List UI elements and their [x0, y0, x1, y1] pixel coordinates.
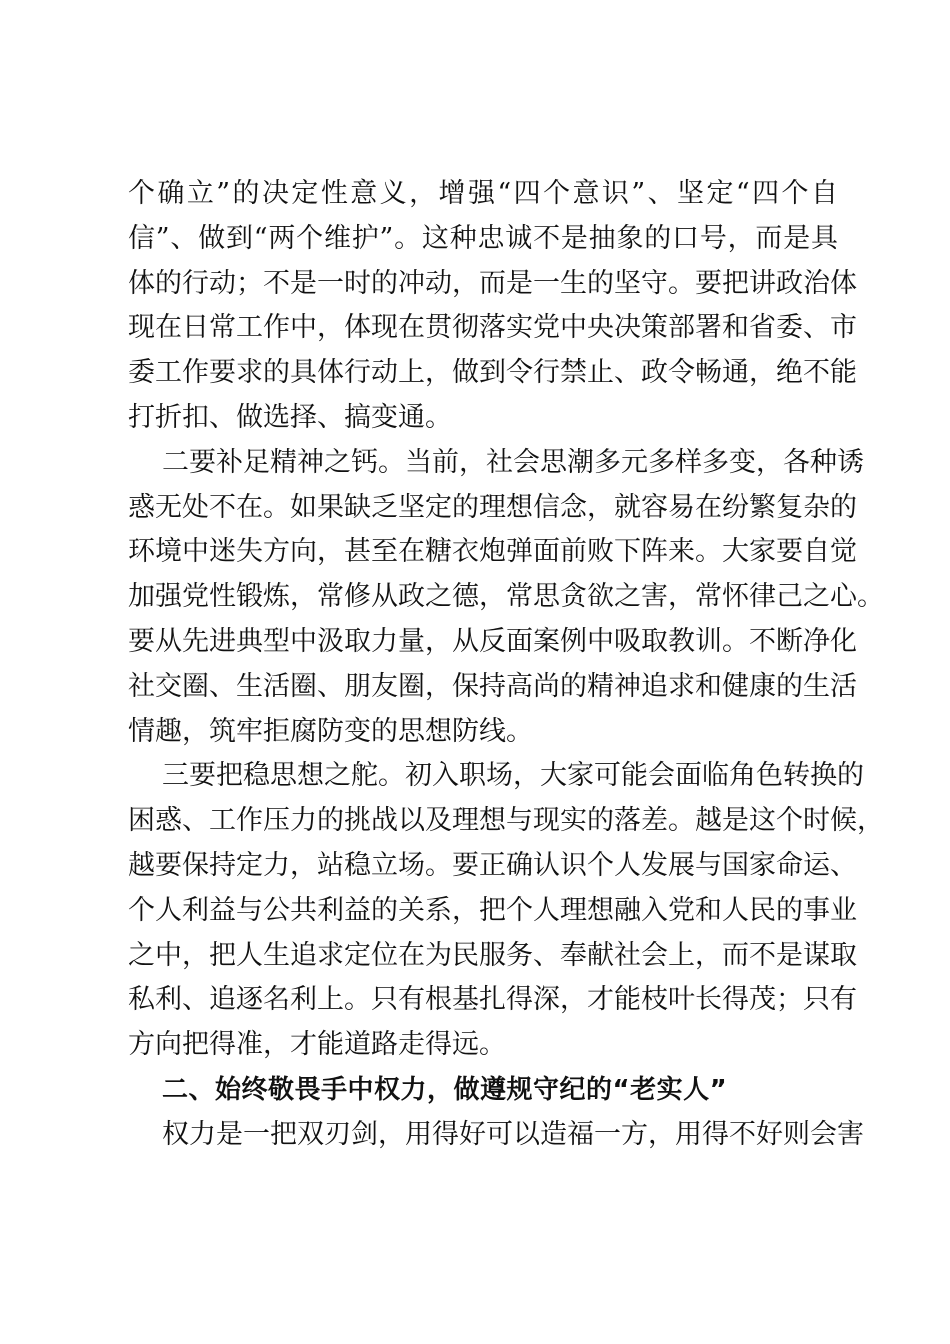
paragraph-loyalty-continued: [128, 172, 857, 441]
text-line: 体的行动；不是一时的冲动，而是一生的坚守。要把讲政治体: [128, 267, 857, 299]
text-line: 加强党性锻炼，常修从政之德，常思贪欲之害，常怀律己之心。: [128, 581, 884, 613]
paragraph-thought-rudder: [128, 754, 884, 1068]
document-body: [128, 172, 884, 1158]
text-line: 委工作要求的具体行动上，做到令行禁止、政令畅通，绝不能: [128, 357, 857, 389]
text-line: 打折扣、做选择、搞变通。: [128, 401, 452, 433]
text-line: 要从先进典型中汲取力量，从反面案例中吸取教训。不断净化: [128, 625, 857, 657]
text-line: 方向把得准，才能道路走得远。: [128, 1029, 506, 1061]
text-line: 三要把稳思想之舵。初入职场，大家可能会面临角色转换的: [162, 760, 864, 792]
text-line: 现在日常工作中，体现在贯彻落实党中央决策部署和省委、市: [128, 312, 857, 344]
text-line: 二要补足精神之钙。当前，社会思潮多元多样多变，各种诱: [162, 446, 864, 478]
text-line: 情趣，筑牢拒腐防变的思想防线。: [128, 715, 533, 747]
text-line: 越要保持定力，站稳立场。要正确认识个人发展与国家命运、: [128, 849, 857, 881]
text-line: 环境中迷失方向，甚至在糖衣炮弹面前败下阵来。大家要自觉: [128, 536, 857, 568]
text-line: 惑无处不在。如果缺乏坚定的理想信念，就容易在纷繁复杂的: [128, 491, 857, 523]
paragraph-spirit-calcium: [128, 441, 884, 755]
section-heading: 二、始终敬畏手中权力，做遵规守纪的“老实人”: [162, 1074, 728, 1105]
text-line: 困惑、工作压力的挑战以及理想与现实的落差。越是这个时候，: [128, 805, 884, 837]
text-line: 社交圈、生活圈、朋友圈，保持高尚的精神追求和健康的生活: [128, 670, 857, 702]
paragraph-power: [128, 1113, 864, 1158]
text-line: 个确立”的决定性意义，增强“四个意识”、坚定“四个自: [128, 178, 838, 209]
text-line: 权力是一把双刃剑，用得好可以造福一方，用得不好则会害: [162, 1118, 864, 1150]
text-line: 信”、做到“两个维护”。这种忠诚不是抽象的口号，而是具: [128, 222, 838, 254]
text-line: 私利、追逐名利上。只有根基扎得深，才能枝叶长得茂；只有: [128, 984, 857, 1016]
text-line: 之中，把人生追求定位在为民服务、奉献社会上，而不是谋取: [128, 939, 857, 971]
text-line: 个人利益与公共利益的关系，把个人理想融入党和人民的事业: [128, 894, 857, 926]
